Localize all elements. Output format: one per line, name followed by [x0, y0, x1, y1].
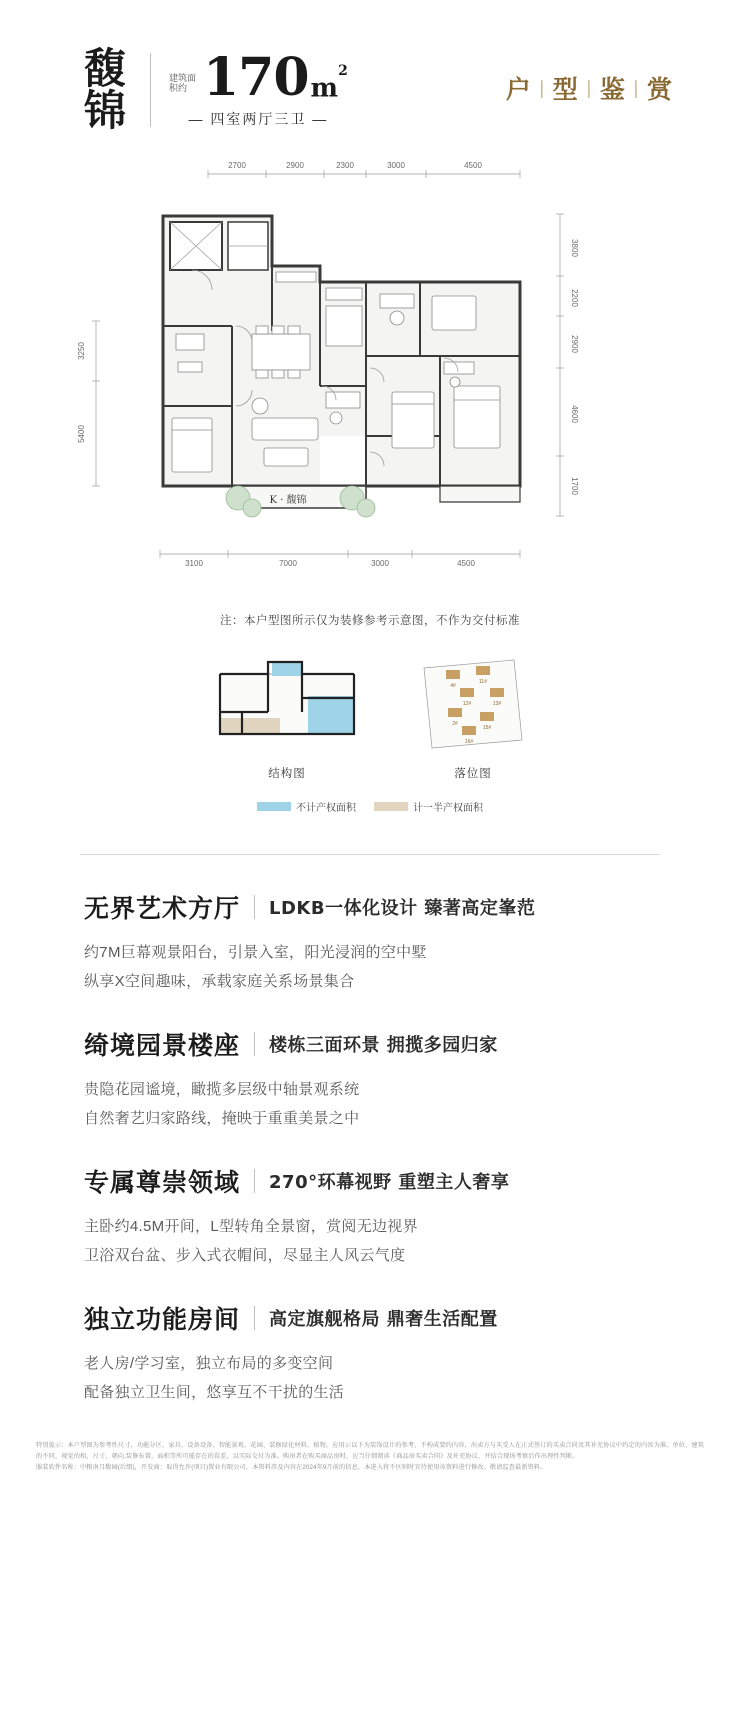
dim-bottom-2: 3000 — [371, 559, 389, 568]
page-header — [0, 0, 740, 135]
location-diagram — [418, 656, 528, 781]
area-prefix-text: 建筑面积约 — [169, 72, 197, 94]
header-title-sep-1: | — [538, 77, 546, 99]
svg-text:16#: 16# — [464, 739, 474, 745]
dim-right-0: 3800 — [570, 239, 579, 257]
feature-3-line-1: 配备独立卫生间，悠享互不干扰的生活 — [84, 1383, 345, 1401]
features-section — [0, 855, 740, 1407]
feature-1-subtitle: 楼栋三面环景 拥揽多园归家 — [269, 1035, 498, 1056]
dim-right-2: 2900 — [570, 335, 579, 353]
dim-top-4: 4500 — [464, 161, 482, 170]
svg-text:4#: 4# — [450, 683, 456, 689]
brand-name — [84, 44, 136, 135]
header-title-char-4: 赏 — [646, 75, 673, 104]
feature-0-subtitle: LDKB一体化设计 臻著高定峯范 — [269, 898, 536, 919]
legend-label-1: 计一半产权面积 — [413, 803, 483, 814]
header-divider — [150, 53, 151, 127]
feature-2 — [84, 1163, 656, 1270]
feature-1-line-0: 贵隐花园谧境，瞰揽多层级中轴景观系统 — [84, 1081, 360, 1098]
location-diagram-caption: 落位图 — [454, 768, 492, 780]
brand-char-2: 锦 — [84, 86, 129, 135]
structure-diagram-svg — [212, 656, 362, 752]
feature-1-line-1: 自然奢艺归家路线，掩映于重重美景之中 — [84, 1109, 360, 1127]
legend-swatch-1 — [374, 802, 408, 811]
area-prefix — [169, 73, 203, 102]
legend-label-0: 不计产权面积 — [296, 803, 356, 814]
area-number: 170 — [203, 46, 309, 108]
feature-0-divider — [254, 895, 255, 919]
disclaimer — [36, 1441, 704, 1474]
disclaimer-line-1: 特别提示：本户型图为参考性尺寸，功能分区、家具、设备设备、智能景观、花园、装修绿化材料、植物，应用示以下为装饰设计的参考，不构成要约内容，出卖方与买受人在正式签订的买卖合同及其补充协议中约定的内容为准。单位、建筑的不同、视觉的相，尺寸、朝向,装修布置、面积等所可能存在的误差，以实际交付为准。购房者在购买商品房时，应当仔细阅读《商品房买卖合同》及补充协议，并结合现场考察后作出理性判断。 — [36, 1442, 704, 1460]
dim-top-2: 2300 — [336, 161, 354, 170]
dim-top-1: 2900 — [286, 161, 304, 170]
area-block — [169, 46, 348, 130]
floor-plan-svg — [0, 156, 740, 606]
disclaimer-line-2: 服装软件名称：中粮南月馥园(后缀)，开发商：取得允许(项目)置业有限公司，本资料涉及内容在2024年9月前的信息，本进入将不区则时宜待使用该资料进行修改。敬请监查最新资料。 — [36, 1463, 547, 1471]
feature-3-line-0: 老人房/学习室，独立布局的多变空间 — [84, 1355, 334, 1372]
feature-2-line-0: 主卧约4.5M开间，L型转角全景窗，赏阅无边视界 — [84, 1218, 418, 1235]
feature-2-line-1: 卫浴双台盆、步入式衣帽间，尽显主人风云气度 — [84, 1246, 406, 1264]
dim-right-1: 2200 — [570, 289, 579, 307]
legend-item-1 — [374, 799, 483, 814]
feature-1 — [84, 1026, 656, 1133]
area-unit — [309, 63, 348, 104]
feature-3-divider — [254, 1306, 255, 1330]
feature-0-title: 无界艺术方厅 — [84, 894, 241, 923]
dim-bottom-3: 4500 — [457, 559, 475, 568]
feature-2-divider — [254, 1169, 255, 1193]
svg-text:13#: 13# — [492, 701, 502, 707]
structure-diagram — [212, 656, 362, 781]
dim-left-1: 5400 — [77, 425, 86, 443]
dim-right-4: 1700 — [570, 477, 579, 495]
feature-0 — [84, 889, 656, 996]
legend-swatch-0 — [257, 802, 291, 811]
dim-left-0: 3250 — [77, 342, 86, 360]
header-title-char-1: 户 — [505, 75, 532, 104]
feature-0-line-1: 纵享X空间趣味，承载家庭关系场景集合 — [84, 972, 355, 990]
svg-text:15#: 15# — [482, 725, 492, 731]
mini-diagrams — [0, 656, 740, 781]
feature-1-divider — [254, 1032, 255, 1056]
legend — [0, 799, 740, 814]
plan-note: 注：本户型图所示仅为装修参考示意图，不作为交付标准 — [220, 615, 520, 627]
dim-bottom-0: 3100 — [185, 559, 203, 568]
header-right-title — [499, 70, 680, 110]
area-unit-sup: 2 — [338, 63, 348, 80]
area-subtitle: — 四室两厅三卫 — — [188, 111, 329, 128]
header-title-char-3: 鉴 — [599, 75, 626, 104]
feature-2-title: 专属尊崇领域 — [84, 1168, 241, 1197]
dim-top-0: 2700 — [228, 161, 246, 170]
dim-right-3: 4600 — [570, 405, 579, 423]
brand-char-1: 馥 — [84, 44, 129, 93]
legend-item-0 — [257, 799, 356, 814]
plan-body — [163, 216, 520, 517]
svg-text:2#: 2# — [452, 721, 458, 727]
dim-bottom-1: 7000 — [279, 559, 297, 568]
plan-logo-text: K · 馥锦 — [269, 495, 307, 506]
feature-3-subtitle: 高定旗舰格局 鼎奢生活配置 — [269, 1309, 498, 1330]
floor-plan — [0, 156, 740, 606]
feature-2-subtitle: 270°环幕视野 重塑主人奢享 — [269, 1172, 510, 1193]
header-title-sep-2: | — [585, 77, 593, 99]
svg-text:11#: 11# — [479, 679, 487, 685]
feature-1-title: 绮境园景楼座 — [84, 1031, 241, 1060]
area-unit-text: m — [310, 74, 339, 104]
location-diagram-svg — [418, 656, 528, 752]
feature-3-title: 独立功能房间 — [84, 1305, 241, 1334]
header-title-sep-3: | — [632, 77, 640, 99]
feature-0-line-0: 约7M巨幕观景阳台，引景入室，阳光浸润的空中墅 — [84, 944, 427, 961]
header-title-char-2: 型 — [552, 75, 579, 104]
structure-diagram-caption: 结构图 — [268, 768, 306, 780]
feature-3 — [84, 1300, 656, 1407]
dim-top-3: 3000 — [387, 161, 405, 170]
svg-text:12#: 12# — [462, 701, 472, 707]
